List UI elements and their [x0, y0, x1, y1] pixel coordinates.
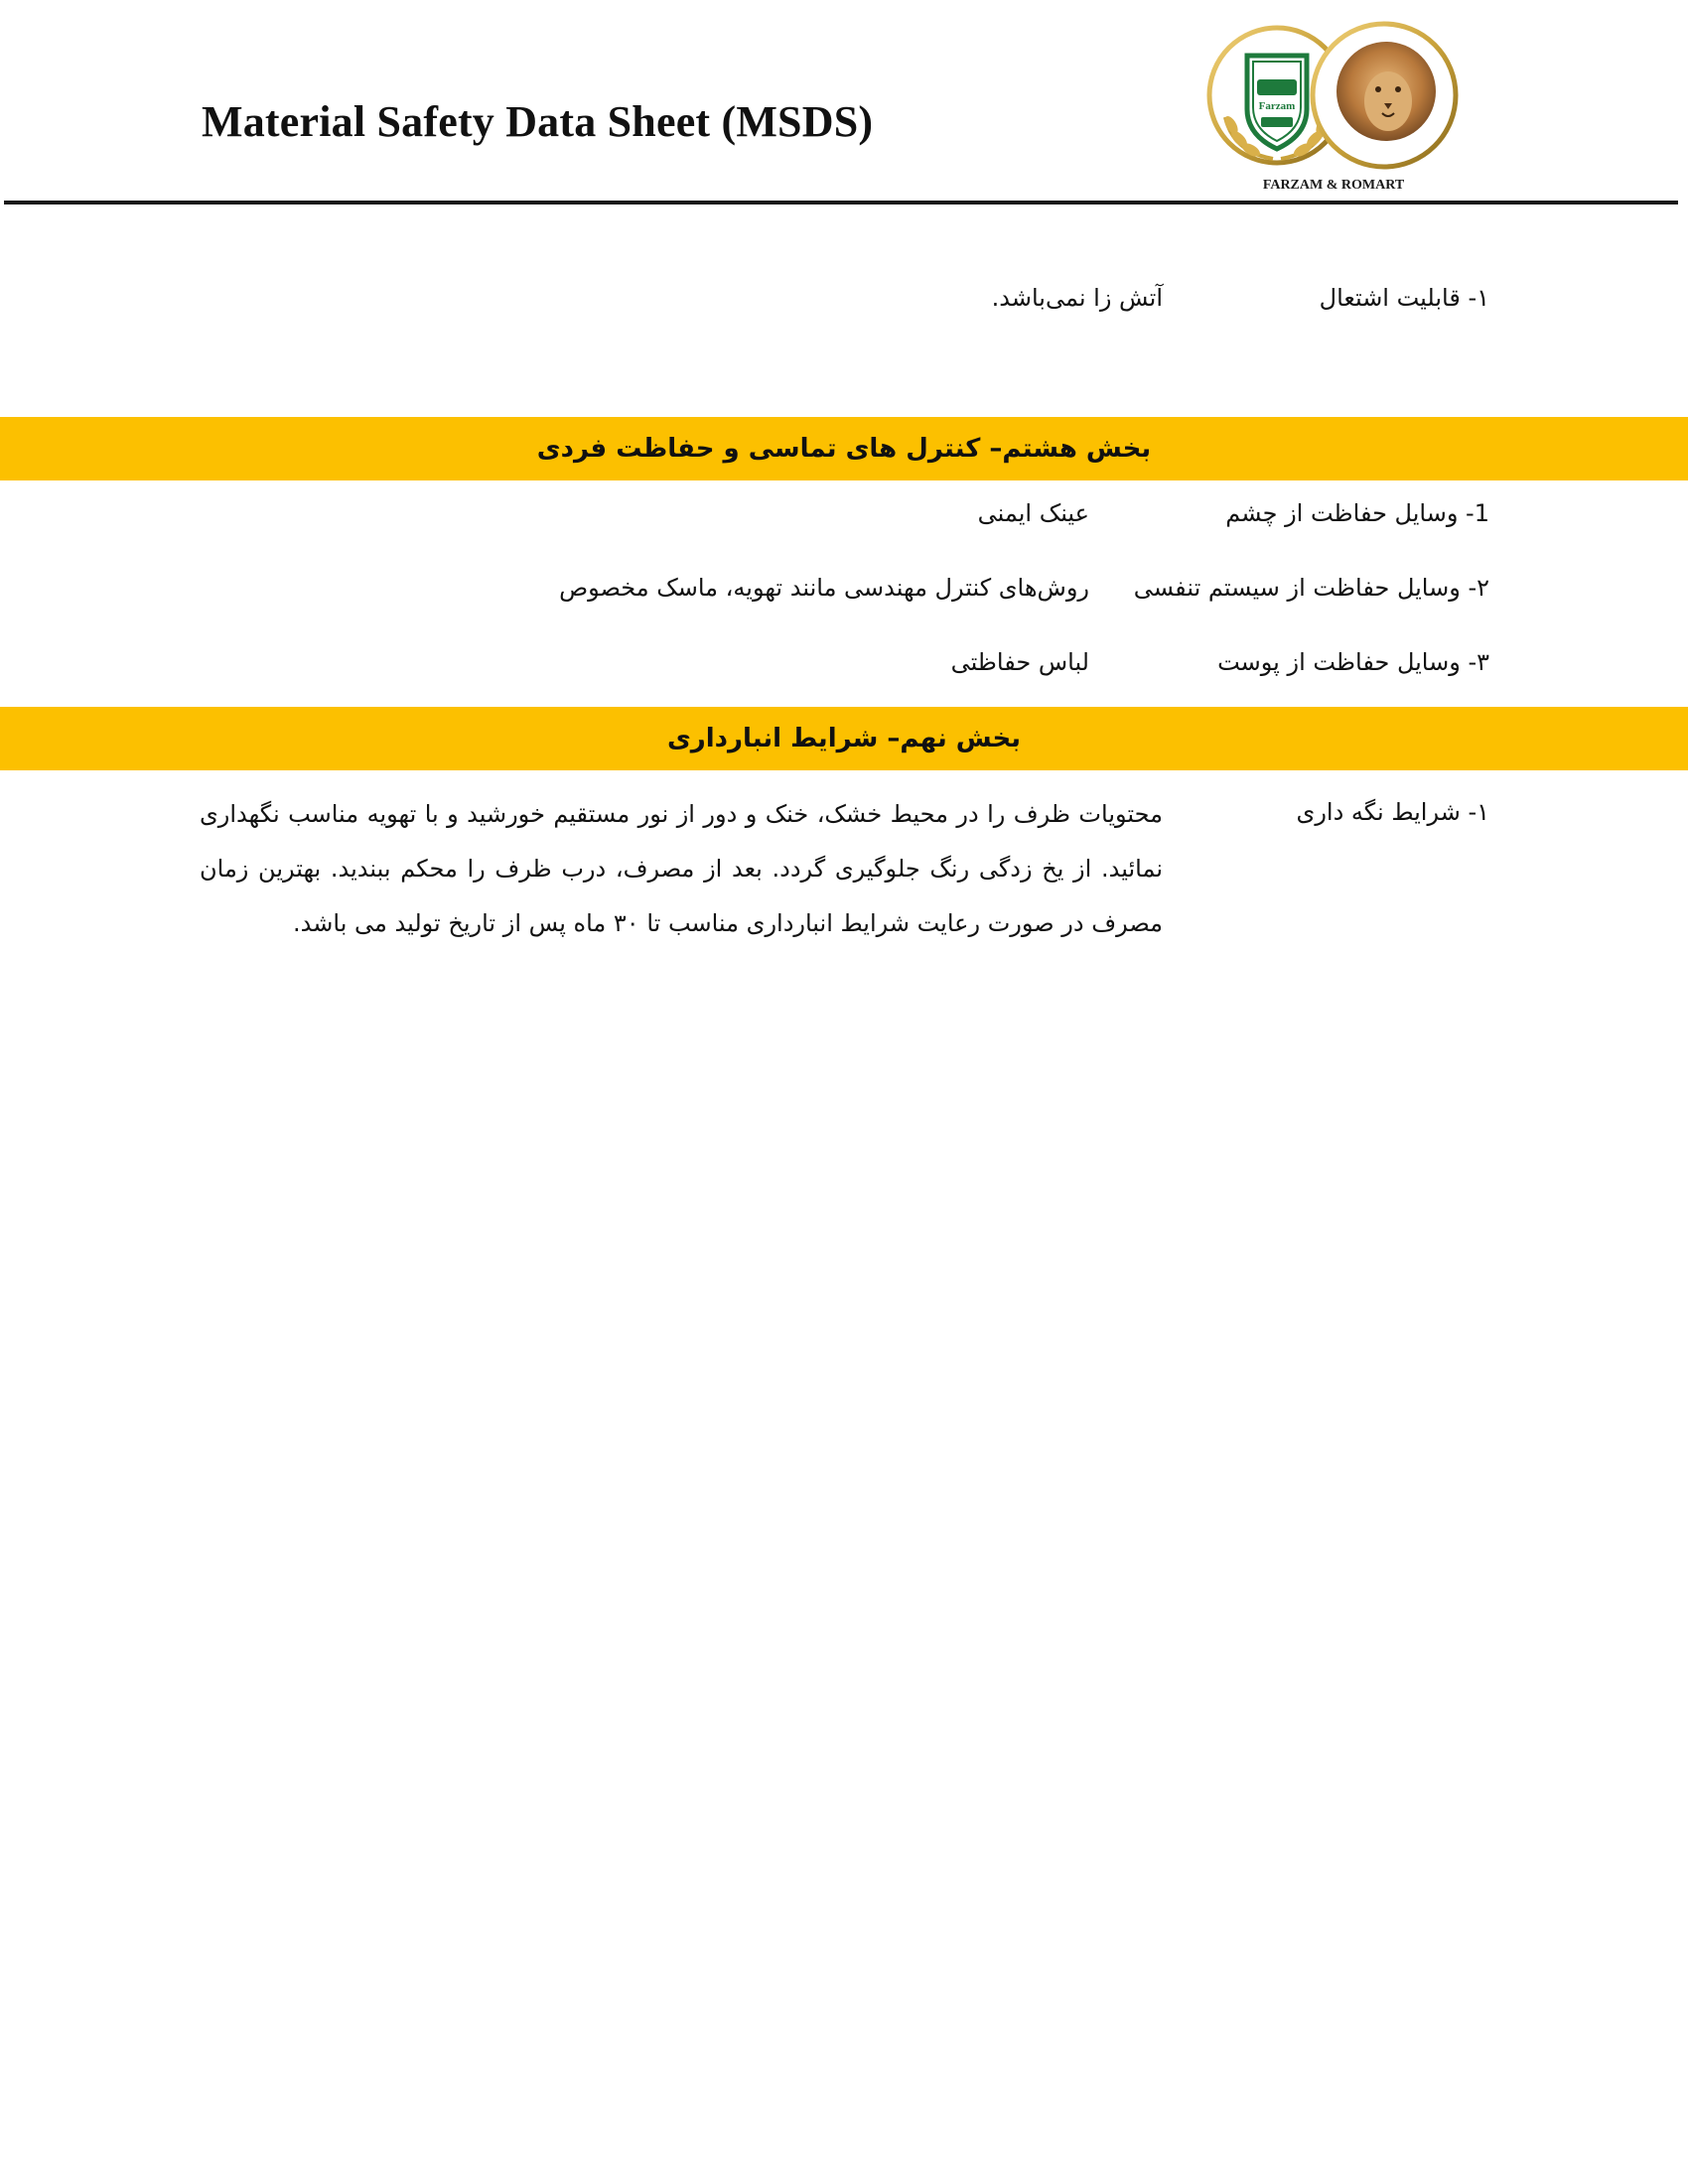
header-divider	[4, 201, 1678, 205]
storage-conditions-value: محتویات ظرف را در محیط خشک، خنک و دور از نور مستقیم خورشید و با تهویه مناسب نگهداری نمائید. از یخ زدگی رنگ جلوگیری گردد. بعد از مصرف، درب ظرف را محکم ببندید. بهترین زمان مصرف در صورت رعایت شرایط انبارداری مناسب تا ۳۰ ماه پس از تاریخ تولید می باشد.	[200, 800, 1163, 937]
section-9-header	[0, 707, 1688, 770]
logo-brand-text: FARZAM & ROMART	[1262, 178, 1405, 193]
respiratory-protection-label: ۲- وسایل حفاظت از سیستم تنفسی	[1133, 574, 1489, 602]
skin-protection-value: لباس حفاظتی	[950, 648, 1089, 676]
flammability-value: آتش زا نمی‌باشد.	[991, 284, 1163, 312]
document-title: Material Safety Data Sheet (MSDS)	[202, 97, 874, 146]
shield-icon	[1247, 56, 1307, 149]
company-logo	[1203, 18, 1464, 197]
skin-protection-label: ۳- وسایل حفاظت از پوست	[1217, 648, 1489, 676]
storage-conditions-label: ۱- شرایط نگه داری	[1296, 798, 1489, 826]
respiratory-protection-value: روش‌های کنترل مهندسی مانند تهویه، ماسک مخصوص	[559, 574, 1089, 602]
logo-badge-text: Farzam	[1258, 100, 1296, 112]
lion-icon	[1313, 24, 1456, 167]
flammability-label: ۱- قابلیت اشتعال	[1319, 284, 1489, 312]
eye-protection-label: 1- وسایل حفاظت از چشم	[1225, 499, 1489, 527]
section-8-title: بخش هشتم– کنترل های تماسی و حفاظت فردی	[536, 434, 1152, 464]
section-9-title: بخش نهم– شرایط انبارداری	[666, 724, 1022, 753]
section-8-header	[0, 417, 1688, 480]
eye-protection-value: عینک ایمنی	[977, 499, 1089, 527]
